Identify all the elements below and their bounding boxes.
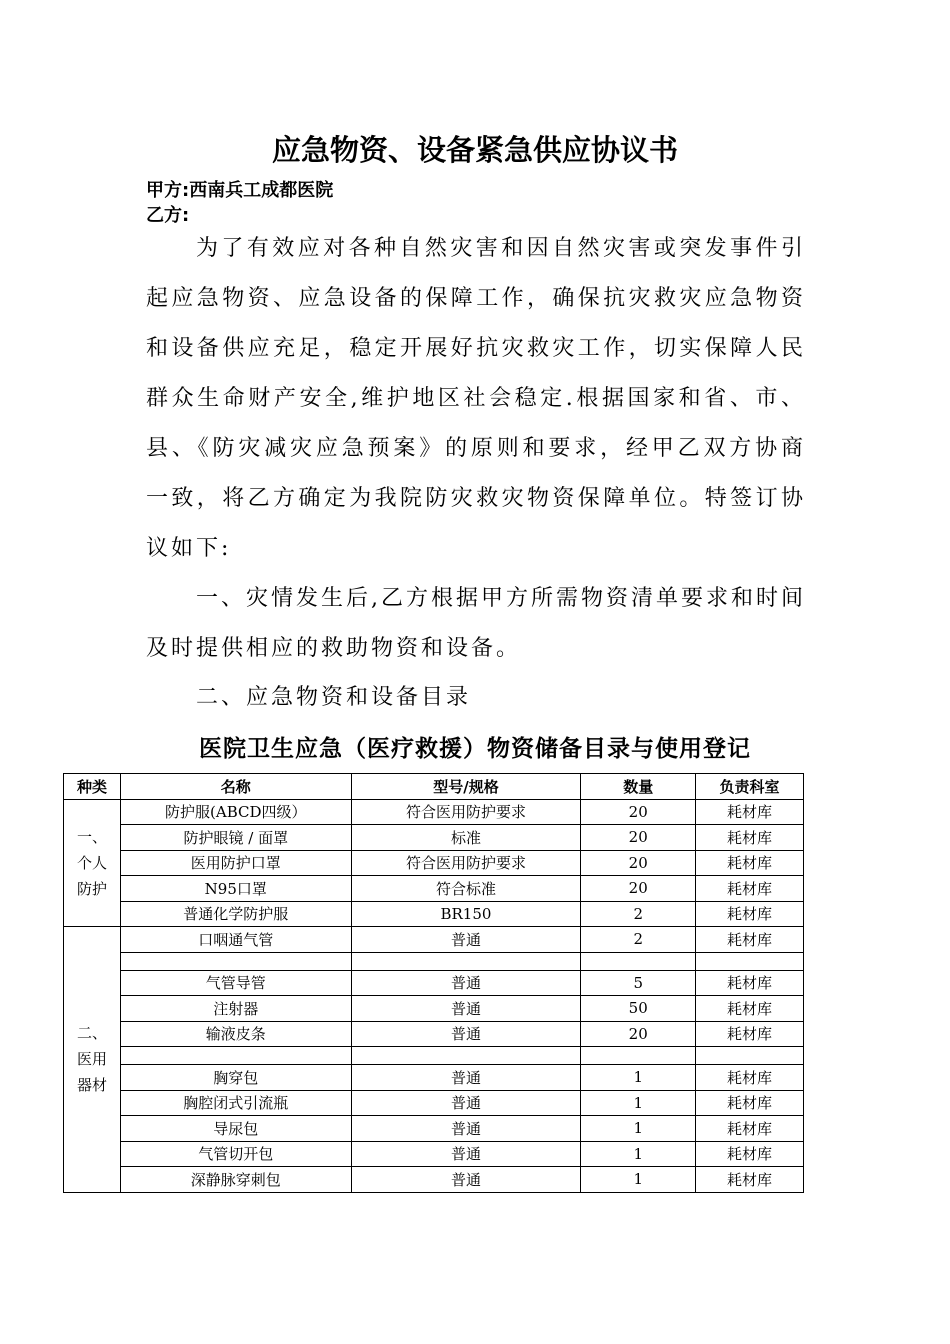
item-quantity-cell: 50 bbox=[581, 996, 696, 1022]
item-quantity-cell: 2 bbox=[581, 927, 696, 953]
item-department-cell: 耗材库 bbox=[696, 1116, 804, 1142]
item-quantity-cell: 1 bbox=[581, 1065, 696, 1091]
table-row bbox=[64, 876, 804, 902]
item-spec-cell: 普通 bbox=[351, 1167, 581, 1193]
item-spec-cell: 符合医用防护要求 bbox=[351, 799, 581, 825]
party-b: 乙方: bbox=[146, 205, 190, 226]
table-row bbox=[64, 1065, 804, 1091]
item-name-cell bbox=[120, 1047, 351, 1065]
table-header-row bbox=[64, 774, 804, 800]
table-row bbox=[64, 1021, 804, 1047]
item-spec-cell: BR150 bbox=[351, 901, 581, 927]
item-name-cell: 胸穿包 bbox=[120, 1065, 351, 1091]
table-row bbox=[64, 970, 804, 996]
item-spec-cell: 普通 bbox=[351, 1116, 581, 1142]
item-quantity-cell: 20 bbox=[581, 850, 696, 876]
table-row bbox=[64, 1141, 804, 1167]
item-name-cell: 注射器 bbox=[120, 996, 351, 1022]
item-name-cell: 深静脉穿刺包 bbox=[120, 1167, 351, 1193]
item-name-cell: 口咽通气管 bbox=[120, 927, 351, 953]
paragraph-clause-2: 二、应急物资和设备目录 bbox=[196, 685, 472, 710]
paragraph-intro: 为了有效应对各种自然灾害和因自然灾害或突发事件引起应急物资、应急设备的保障工作，确保抗灾救灾应急物资和设备供应充足，稳定开展好抗灾救灾工作，切实保障人民群众生命财产安全,维护地区社会稳定.根据国家和省、市、县、《防灾减灾应急预案》的原则和要求，经甲乙双方协商一致，将乙方确定为我院防灾救灾物资保障单位。特签订协议如下: bbox=[146, 236, 806, 561]
item-department-cell: 耗材库 bbox=[696, 1021, 804, 1047]
item-department-cell: 耗材库 bbox=[696, 1141, 804, 1167]
party-a: 甲方:西南兵工成都医院 bbox=[146, 180, 334, 201]
header-quantity: 数量 bbox=[581, 774, 696, 800]
table-row bbox=[64, 901, 804, 927]
item-quantity-cell: 1 bbox=[581, 1167, 696, 1193]
item-name-cell: 气管切开包 bbox=[120, 1141, 351, 1167]
item-name-cell bbox=[120, 952, 351, 970]
table-row bbox=[64, 799, 804, 825]
item-quantity-cell: 2 bbox=[581, 901, 696, 927]
item-spec-cell: 普通 bbox=[351, 996, 581, 1022]
item-spec-cell: 普通 bbox=[351, 927, 581, 953]
item-department-cell: 耗材库 bbox=[696, 901, 804, 927]
item-spec-cell: 普通 bbox=[351, 970, 581, 996]
item-name-cell: 导尿包 bbox=[120, 1116, 351, 1142]
item-department-cell: 耗材库 bbox=[696, 1065, 804, 1091]
item-spec-cell: 普通 bbox=[351, 1090, 581, 1116]
item-name-cell: N95口罩 bbox=[120, 876, 351, 902]
item-quantity-cell: 1 bbox=[581, 1141, 696, 1167]
item-department-cell: 耗材库 bbox=[696, 927, 804, 953]
item-spec-cell bbox=[351, 952, 581, 970]
header-category: 种类 bbox=[64, 774, 121, 800]
item-quantity-cell: 5 bbox=[581, 970, 696, 996]
item-spec-cell: 普通 bbox=[351, 1021, 581, 1047]
table-row bbox=[64, 1167, 804, 1193]
table-row bbox=[64, 850, 804, 876]
header-name: 名称 bbox=[120, 774, 351, 800]
table-row bbox=[64, 825, 804, 851]
item-department-cell: 耗材库 bbox=[696, 825, 804, 851]
inventory-table bbox=[63, 773, 804, 1193]
category-cell: 一、 个人 防护 bbox=[64, 799, 121, 927]
item-name-cell: 医用防护口罩 bbox=[120, 850, 351, 876]
item-name-cell: 防护眼镜 / 面罩 bbox=[120, 825, 351, 851]
item-name-cell: 普通化学防护服 bbox=[120, 901, 351, 927]
table-row bbox=[64, 996, 804, 1022]
item-quantity-cell bbox=[581, 1047, 696, 1065]
item-quantity-cell: 20 bbox=[581, 876, 696, 902]
table-row bbox=[64, 1047, 804, 1065]
item-department-cell bbox=[696, 1047, 804, 1065]
item-spec-cell: 标准 bbox=[351, 825, 581, 851]
item-name-cell: 输液皮条 bbox=[120, 1021, 351, 1047]
item-spec-cell: 符合标准 bbox=[351, 876, 581, 902]
item-quantity-cell: 20 bbox=[581, 825, 696, 851]
item-spec-cell: 普通 bbox=[351, 1141, 581, 1167]
category-cell: 二、 医用 器材 bbox=[64, 927, 121, 1193]
table-row bbox=[64, 1116, 804, 1142]
header-spec: 型号/规格 bbox=[351, 774, 581, 800]
item-name-cell: 气管导管 bbox=[120, 970, 351, 996]
table-row bbox=[64, 952, 804, 970]
header-department: 负责科室 bbox=[696, 774, 804, 800]
table-row bbox=[64, 1090, 804, 1116]
item-spec-cell: 符合医用防护要求 bbox=[351, 850, 581, 876]
item-department-cell: 耗材库 bbox=[696, 799, 804, 825]
table-row bbox=[64, 927, 804, 953]
item-spec-cell bbox=[351, 1047, 581, 1065]
item-quantity-cell bbox=[581, 952, 696, 970]
item-quantity-cell: 1 bbox=[581, 1116, 696, 1142]
item-name-cell: 防护服(ABCD四级） bbox=[120, 799, 351, 825]
item-quantity-cell: 20 bbox=[581, 799, 696, 825]
document-title: 应急物资、设备紧急供应协议书 bbox=[271, 133, 678, 167]
item-department-cell: 耗材库 bbox=[696, 1167, 804, 1193]
item-quantity-cell: 20 bbox=[581, 1021, 696, 1047]
item-department-cell: 耗材库 bbox=[696, 996, 804, 1022]
item-spec-cell: 普通 bbox=[351, 1065, 581, 1091]
item-department-cell bbox=[696, 952, 804, 970]
item-quantity-cell: 1 bbox=[581, 1090, 696, 1116]
item-department-cell: 耗材库 bbox=[696, 970, 804, 996]
item-department-cell: 耗材库 bbox=[696, 850, 804, 876]
item-department-cell: 耗材库 bbox=[696, 876, 804, 902]
table-title: 医院卫生应急（医疗救援）物资储备目录与使用登记 bbox=[199, 736, 751, 762]
paragraph-clause-1: 一、灾情发生后,乙方根据甲方所需物资清单要求和时间及时提供相应的救助物资和设备。 bbox=[146, 586, 806, 661]
item-name-cell: 胸腔闭式引流瓶 bbox=[120, 1090, 351, 1116]
item-department-cell: 耗材库 bbox=[696, 1090, 804, 1116]
